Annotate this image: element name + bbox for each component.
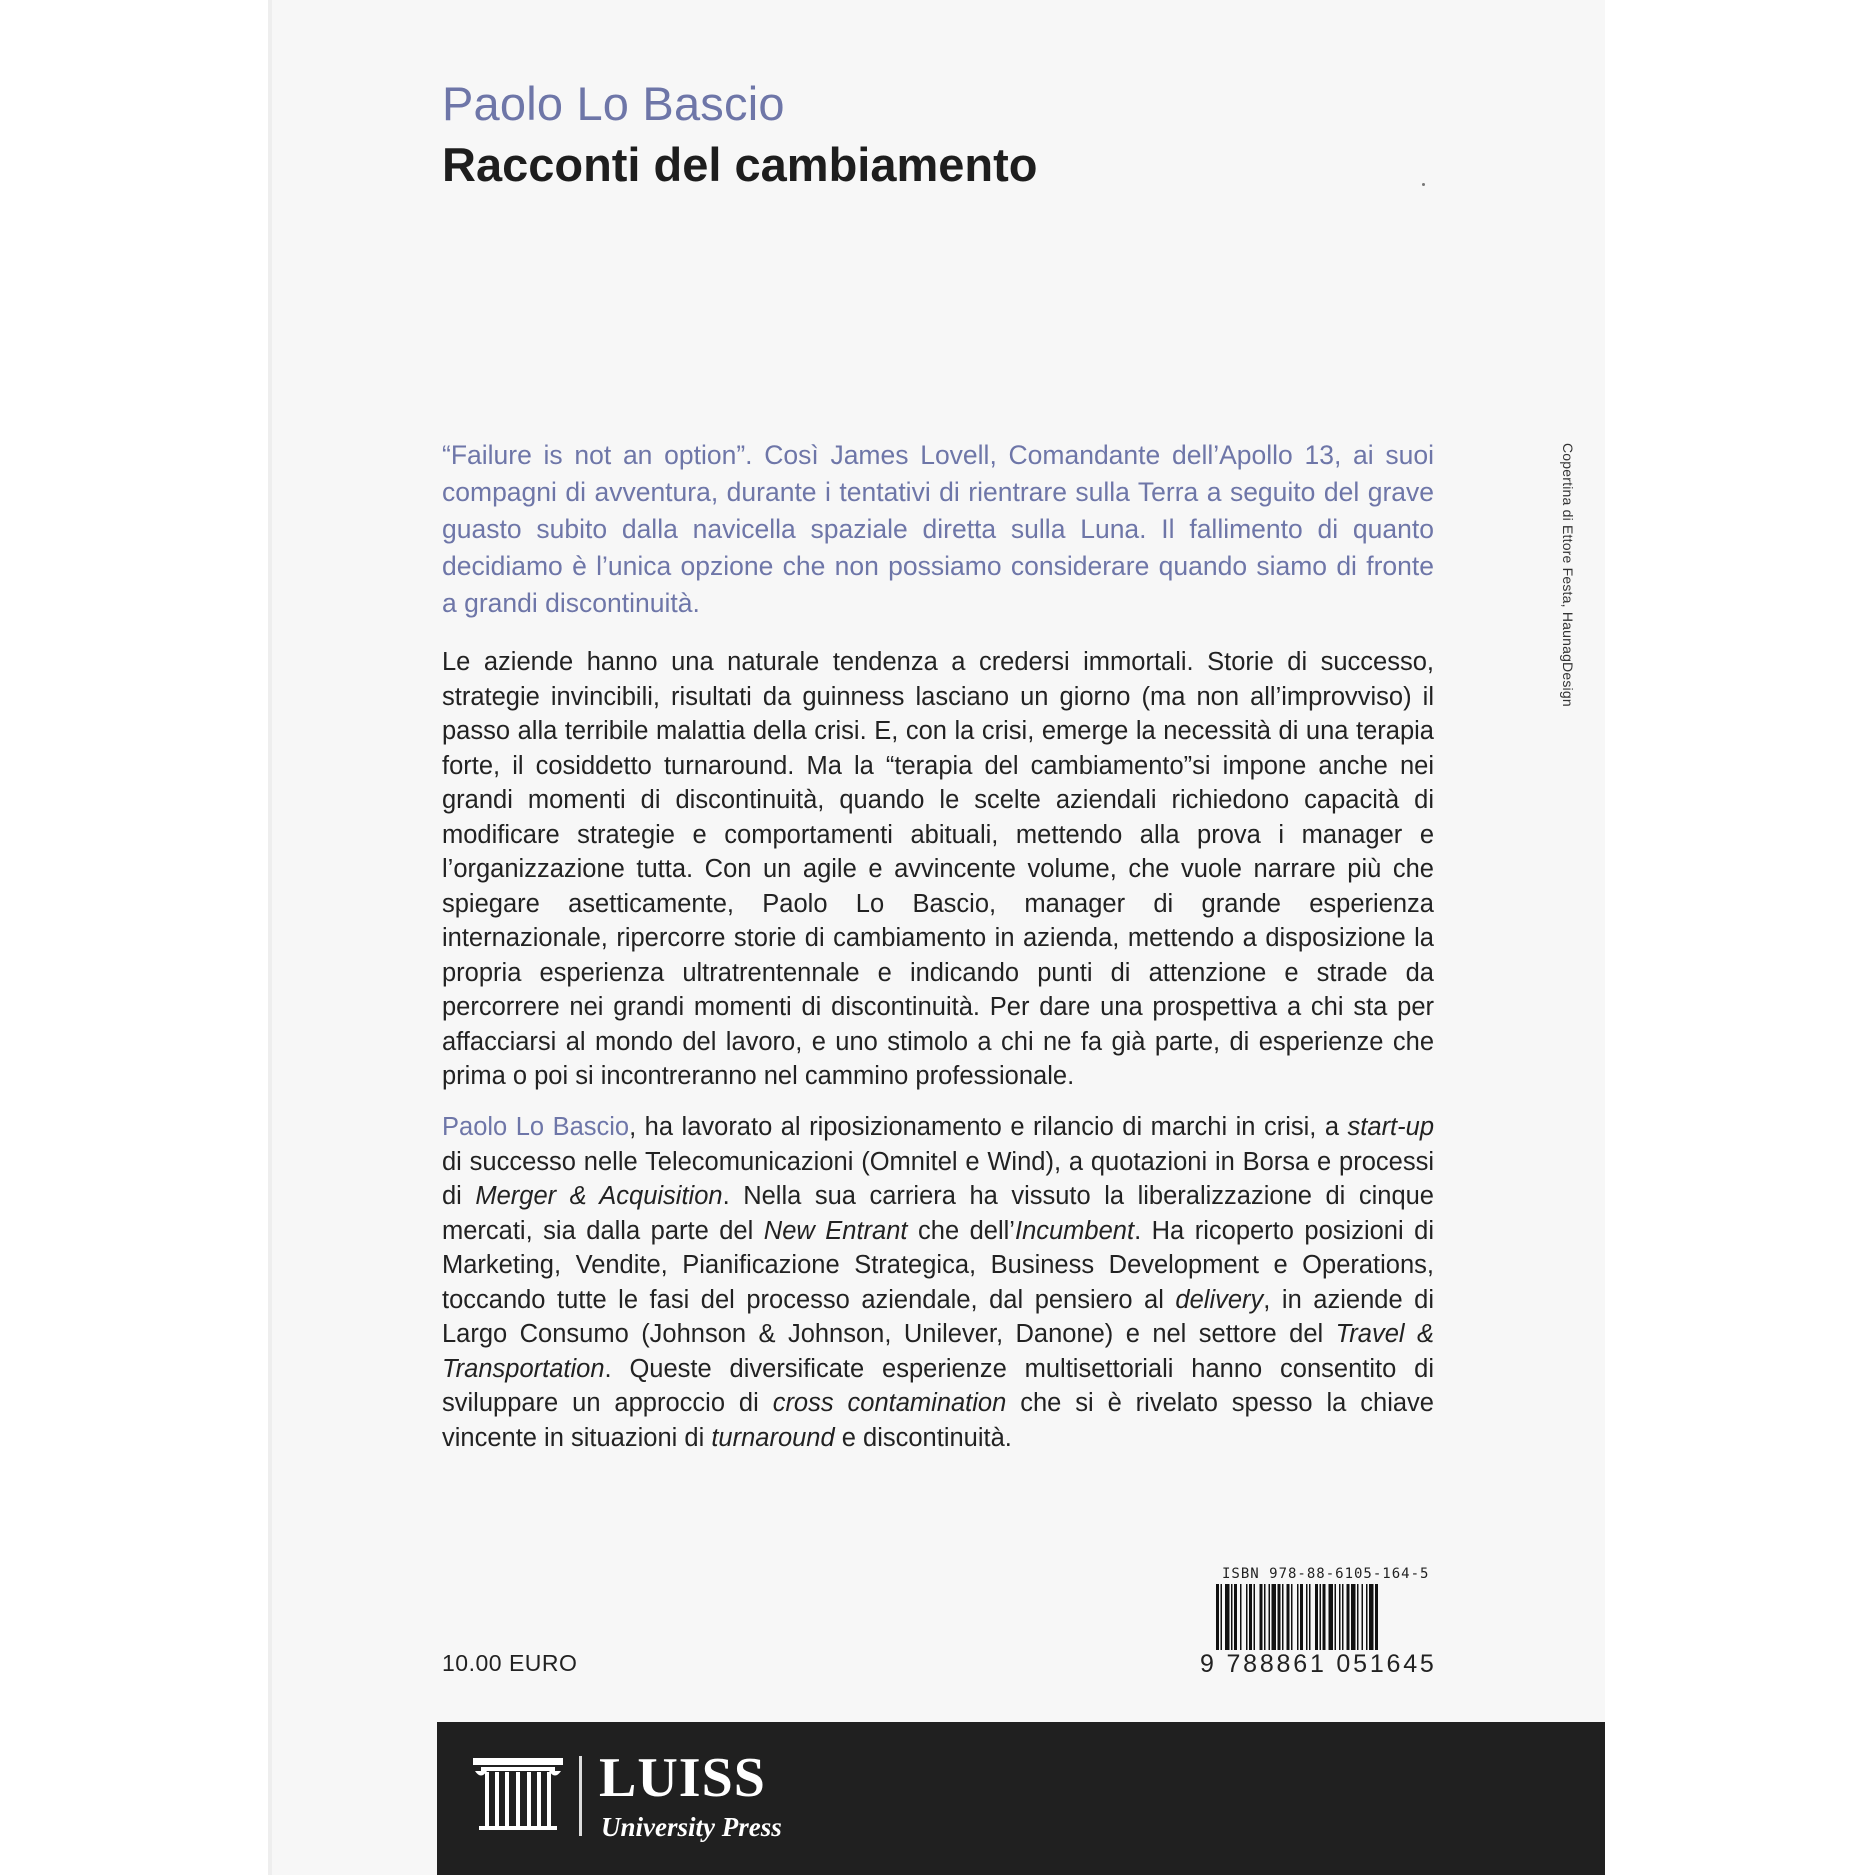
print-speck <box>1422 183 1425 186</box>
book-title: Racconti del cambiamento <box>442 138 1038 191</box>
barcode-digits: 9 788861 051645 <box>1198 1650 1440 1679</box>
bio-italic-term: turnaround <box>711 1423 835 1452</box>
cover-credit: Copertina di Ettore Festa, HaunagDesign <box>1560 443 1576 707</box>
cover-edge <box>268 0 272 1875</box>
bio-italic-term: Merger & Acquisition <box>475 1182 723 1210</box>
bio-author-name: Paolo Lo Bascio <box>442 1113 630 1141</box>
cover-quote: “Failure is not an option”. Così James Lovell, Comandante dell’Apollo 13, ai suoi compagni di avventura, durante i tentativi di rientrare sulla Terra a seguito del grave guasto subito dalla navicella spaziale diretta sulla Luna. Il fallimento di quanto decidiamo è l’unica opzione che non possiamo considerare quando siamo di fronte a grandi discontinuità. <box>442 440 1434 618</box>
bio-text: , in aziende di Largo Consumo (Johnson & Johnson, Unilever, Danone) e nel settore del <box>442 1285 1434 1348</box>
bio-text: e discontinuità. <box>834 1423 1012 1452</box>
bio-text: . Nella sua carriera ha vissuto la liberalizzazione di cinque mercati, sia dalla parte del <box>442 1182 1434 1245</box>
bio-italic-term: delivery <box>1175 1285 1264 1314</box>
author-bio <box>442 1110 1434 1455</box>
publisher-footer <box>437 1722 1605 1875</box>
bio-italic-term: start-up <box>1347 1113 1434 1141</box>
bio-text: che dell’ <box>907 1216 1015 1245</box>
bio-italic-term: cross contamination <box>772 1389 1007 1417</box>
column-temple-icon <box>471 1758 565 1834</box>
logo-divider <box>579 1756 582 1836</box>
book-author: Paolo Lo Bascio <box>442 77 785 130</box>
isbn-label: ISBN 978-88-6105-164-5 <box>1222 1566 1430 1582</box>
bio-text: di successo nelle Telecomunicazioni (Omnitel e Wind), a quotazioni in Borsa e processi di <box>442 1147 1434 1210</box>
bio-italic-term: Travel & Transportation <box>442 1320 1434 1383</box>
bio-italic-term: New Entrant <box>763 1216 908 1245</box>
book-description: Le aziende hanno una naturale tendenza a credersi immortali. Storie di successo, strategie invincibili, risultati da guinness lasciano un giorno (ma non all’improvviso) il passo alla terribile malattia della crisi. E, con la crisi, emerge la necessità di una terapia forte, il cosiddetto turnaround. Ma la “terapia del cambiamento”si impone anche nei grandi momenti di discontinuità, quando le scelte aziendali richiedono capacità di modificare strategie e comportamenti abituali, mettendo alla prova i manager e l’organizzazione tutta. Con un agile e avvincente volume, che vuole narrare più che spiegare asetticamente, Paolo Lo Bascio, manager di grande esperienza internazionale, ripercorre storie di cambiamento in azienda, mettendo a disposizione la propria esperienza ultratrentennale e indicando punti di attenzione e strade da percorrere nei grandi momenti di discontinuità. Per dare una prospettiva a chi sta per affacciarsi al mondo del lavoro, e uno stimolo a chi ne fa già parte, di esperienze che prima o poi si incontreranno nel cammino professionale. <box>442 648 1434 1090</box>
bio-text: . Queste diversificate esperienze multisettoriali hanno consentito di sviluppare un approccio di <box>442 1354 1434 1417</box>
bio-text: , ha lavorato al riposizionamento e rilancio di marchi in crisi, a <box>629 1113 1348 1141</box>
publisher-name: LUISS <box>599 1747 766 1809</box>
bio-italic-term: Incumbent <box>1014 1216 1135 1245</box>
publisher-subtitle: University Press <box>601 1812 782 1842</box>
bio-text: . Ha ricoperto posizioni di Marketing, Vendite, Pianificazione Strategica, Business Development e Operations, toccando tutte le fasi del processo aziendale, dal pensiero al <box>442 1216 1435 1314</box>
price: 10.00 EURO <box>442 1650 578 1676</box>
bio-text: che si è rivelato spesso la chiave vincente in situazioni di <box>442 1389 1434 1452</box>
